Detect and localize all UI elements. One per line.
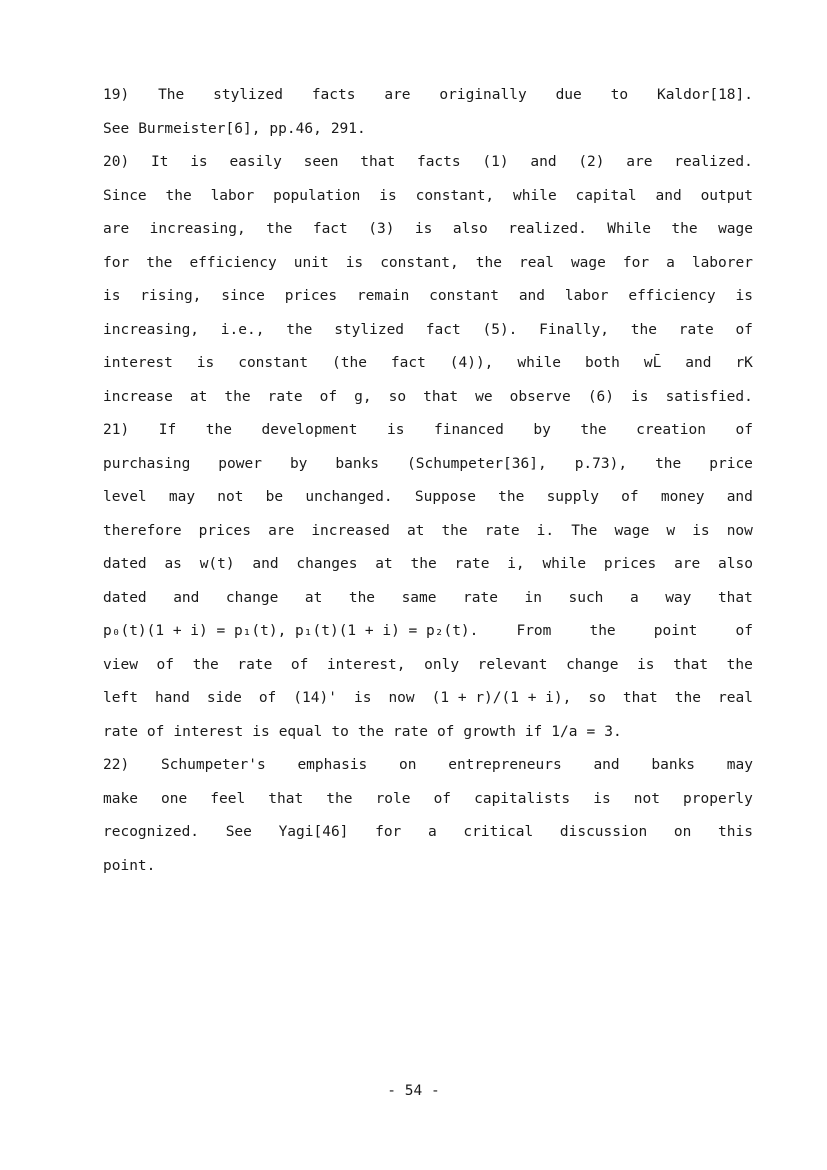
text-line [103, 522, 753, 540]
word: 19) [103, 87, 130, 103]
word: fact [390, 355, 426, 371]
word: rate [393, 723, 428, 740]
word: the [286, 321, 313, 338]
word: the [441, 522, 468, 539]
word: interest [173, 723, 244, 740]
word: is [637, 656, 655, 673]
text-line [103, 388, 753, 406]
word: supply [546, 489, 599, 505]
word: facts [416, 154, 461, 170]
word: real [519, 254, 554, 271]
word: growth [463, 723, 516, 740]
word: the [348, 589, 376, 606]
word: of [146, 723, 165, 740]
word: (4)), [449, 355, 494, 371]
word: properly [683, 790, 753, 807]
word: left [103, 690, 138, 706]
word: is [735, 288, 753, 304]
word: stylized [213, 87, 283, 103]
word: changes [296, 556, 358, 572]
word: i. [536, 522, 555, 539]
word: increase [103, 388, 173, 405]
word: therefore [103, 522, 182, 539]
word: and [252, 556, 279, 572]
word: a [427, 824, 437, 840]
word: the [410, 556, 437, 572]
word: way [665, 589, 692, 606]
word: Schumpeter's [160, 757, 266, 773]
word: (the [332, 355, 367, 371]
word: the [630, 321, 657, 338]
word: increasing, [149, 221, 246, 237]
word: Kaldor[18]. [656, 87, 753, 103]
word: is [190, 154, 208, 170]
word: power [218, 455, 262, 472]
word: as [164, 556, 182, 572]
word: While [607, 221, 651, 237]
text-line [103, 857, 164, 875]
word: See [225, 824, 252, 840]
word: not [633, 790, 660, 807]
word: on [399, 757, 417, 773]
word: and [726, 489, 753, 505]
word: by [533, 422, 551, 438]
word: laborer [691, 254, 753, 271]
word: this [718, 824, 753, 840]
text-line [103, 153, 753, 171]
word: and [518, 288, 546, 304]
word: price [709, 455, 753, 472]
word: p.73), [574, 455, 628, 472]
word: are [268, 522, 295, 539]
word: It [150, 154, 169, 170]
word: the [498, 489, 525, 505]
word: dated [103, 556, 147, 572]
text-line [103, 354, 753, 372]
word: are [103, 221, 130, 237]
word: the [655, 455, 682, 472]
word: rate [237, 656, 273, 673]
word: change [225, 589, 279, 606]
word: while [542, 556, 587, 572]
word: may [168, 489, 196, 505]
word: of [319, 388, 338, 405]
word: is [196, 355, 215, 371]
word: prices [603, 556, 657, 572]
word: the [224, 388, 251, 405]
word: at [406, 522, 425, 539]
word: interest, [326, 656, 406, 673]
word: rate [454, 556, 490, 572]
word: Finally, [539, 321, 610, 338]
word: to [331, 723, 349, 740]
word: fact [312, 221, 348, 237]
word: is [353, 690, 372, 706]
word: the [326, 790, 353, 807]
word: labor [210, 187, 255, 204]
text-line [103, 790, 753, 808]
word: (1) [482, 154, 509, 170]
word: so [388, 388, 407, 405]
word: a [629, 589, 639, 606]
word: observe [509, 388, 571, 405]
word: same [401, 589, 437, 606]
word: only [424, 656, 460, 673]
word: (1 + r)/(1 + i), [431, 690, 572, 706]
word: the [475, 254, 502, 271]
word: 22) [103, 757, 130, 773]
word: due [555, 87, 582, 103]
word: rising, [140, 288, 202, 304]
word: constant, [380, 254, 459, 271]
word: is [379, 187, 397, 204]
word: also [718, 556, 753, 572]
word: role [375, 790, 411, 807]
word: change [566, 656, 619, 673]
word: is [345, 254, 364, 271]
word: The [158, 87, 185, 103]
word: that [622, 690, 658, 706]
word: constant [429, 288, 499, 304]
word: i, [507, 556, 525, 572]
word: for [103, 254, 130, 271]
word: seen [303, 154, 339, 170]
word: money [660, 489, 705, 505]
word: Yagi[46] [278, 824, 349, 840]
word: efficiency [628, 288, 716, 304]
word: not [217, 489, 244, 505]
text-line [103, 723, 631, 741]
word: the [192, 656, 219, 673]
word: rate [463, 589, 498, 606]
word: easily [229, 154, 282, 170]
word: financed [434, 422, 504, 438]
word: capital [575, 187, 637, 204]
word: is [692, 522, 710, 539]
word: of [433, 790, 452, 807]
text-line [103, 488, 753, 506]
word: equal [278, 723, 323, 740]
word: efficiency [189, 254, 277, 271]
word: i.e., [220, 321, 265, 338]
word: w [666, 522, 676, 539]
word: the [146, 254, 173, 271]
word: are [626, 154, 653, 170]
word: now [726, 522, 753, 539]
word: at [189, 388, 208, 405]
word: the [674, 690, 701, 706]
word: constant, [415, 187, 495, 204]
word: also [452, 221, 488, 237]
word: (14)' [293, 690, 337, 706]
word: Burmeister[6], [138, 120, 261, 137]
word: are [384, 87, 411, 103]
word: increasing, [103, 321, 200, 338]
word: if [524, 723, 543, 740]
word: while [513, 187, 557, 204]
word: side [206, 690, 242, 706]
text-line [103, 756, 753, 774]
word: discussion [559, 824, 648, 840]
word: 3. [604, 723, 622, 740]
word: 291. [330, 120, 366, 137]
word: labor [564, 288, 609, 304]
text-line [103, 220, 753, 238]
word: of [258, 690, 277, 706]
word: 21) [103, 422, 130, 438]
word: for [375, 824, 402, 840]
word: From [516, 623, 552, 639]
word: (3) [368, 221, 395, 237]
word: are [674, 556, 701, 572]
word: that [673, 656, 709, 673]
word: the [266, 221, 293, 237]
word: on [673, 824, 692, 840]
word: one [161, 790, 188, 807]
word: and [655, 187, 682, 204]
word: (6) [587, 388, 615, 405]
word: 1/a [551, 723, 578, 740]
page-number: - 54 - [387, 1083, 440, 1099]
text-line [103, 656, 753, 674]
word: dated [103, 589, 147, 606]
word: and [530, 154, 557, 170]
word: of [735, 623, 753, 639]
word: emphasis [297, 757, 368, 773]
text-line [103, 622, 753, 640]
word: rK [735, 355, 753, 371]
word: in [524, 589, 542, 606]
word: for [622, 254, 650, 271]
word: creation [636, 422, 706, 438]
word: while [517, 355, 562, 371]
word: the [580, 422, 607, 438]
word: point [653, 623, 698, 639]
word: If [158, 422, 177, 438]
text-line [103, 321, 753, 339]
word: at [304, 589, 323, 606]
word: w(t) [199, 556, 235, 572]
word: facts [311, 87, 356, 103]
word: purchasing [103, 455, 191, 472]
word: prices [198, 522, 252, 539]
word: real [718, 690, 753, 706]
word: a [666, 254, 675, 271]
word: the [589, 623, 616, 639]
word: critical [463, 824, 534, 840]
word: recognized. [103, 824, 200, 840]
word: wage [570, 254, 606, 271]
word: the [205, 422, 232, 438]
word: that [717, 589, 753, 606]
word: hand [154, 690, 190, 706]
word: increased [311, 522, 390, 539]
word: of [290, 656, 309, 673]
text-line [103, 589, 753, 607]
text-line [103, 421, 753, 439]
word: point. [103, 857, 156, 874]
word: remain [356, 288, 410, 304]
word: feel [210, 790, 246, 807]
word: and [685, 355, 712, 371]
word: realized. [508, 221, 587, 237]
word: rate [267, 388, 303, 405]
word: that [360, 154, 396, 170]
word: the [357, 723, 385, 740]
word: stylized [334, 321, 405, 338]
text-line [103, 86, 753, 104]
word: realized. [674, 154, 753, 170]
text-line [103, 823, 753, 841]
word: unit [293, 254, 329, 271]
word: is [593, 790, 611, 807]
word: by [289, 455, 308, 472]
word: rate [103, 723, 138, 740]
word: g, [354, 388, 372, 405]
word: rate [484, 522, 520, 539]
text-line [103, 187, 753, 205]
word: capitalists [474, 790, 571, 807]
word: to [610, 87, 629, 103]
word: relevant [477, 656, 548, 673]
word: is [387, 422, 405, 438]
word: is [414, 221, 433, 237]
text-line [103, 455, 753, 473]
word: level [103, 489, 147, 505]
word: The [571, 522, 598, 539]
word: constant [238, 355, 309, 371]
word: of [436, 723, 455, 740]
word: entrepreneurs [448, 757, 562, 773]
word: the [671, 221, 698, 237]
word: and [173, 589, 200, 606]
word: output [700, 187, 753, 204]
word: wL̄ [643, 355, 662, 371]
word: Since [103, 187, 147, 204]
word: Suppose [414, 489, 476, 505]
word: of [735, 321, 753, 338]
word: (5). [482, 321, 518, 338]
word: the [726, 656, 753, 673]
word: is [631, 388, 649, 405]
word: p₀(t)(1 + i) = p₁(t), p₁(t)(1 + i) = p₂(t). [103, 623, 479, 639]
word: make [103, 790, 138, 807]
word: such [568, 589, 604, 606]
word: since [221, 288, 265, 304]
word: fact [425, 321, 461, 338]
word: 20) [103, 154, 130, 170]
word: be [265, 489, 284, 505]
word: that [423, 388, 459, 405]
word: wage [614, 522, 650, 539]
word: of [156, 656, 174, 673]
word: view [103, 656, 138, 673]
word: population [273, 187, 361, 204]
text-line [103, 689, 753, 707]
word: we [475, 388, 493, 405]
word: = [586, 723, 596, 740]
word: that [268, 790, 304, 807]
word: See [103, 120, 130, 137]
word: and [593, 757, 620, 773]
word: (Schumpeter[36], [407, 455, 547, 472]
word: of [735, 422, 753, 438]
text-line [103, 254, 753, 272]
word: wage [718, 221, 753, 237]
word: unchanged. [305, 489, 393, 505]
word: development [261, 422, 358, 438]
text-line [103, 287, 753, 305]
word: now [388, 690, 415, 706]
word: prices [284, 288, 338, 304]
word: banks [335, 455, 380, 472]
word: is [252, 723, 270, 740]
text-line [103, 555, 753, 573]
word: may [726, 757, 753, 773]
word: both [584, 355, 620, 371]
word: of [621, 489, 639, 505]
word: pp.46, [269, 120, 322, 137]
word: is [103, 288, 121, 304]
word: (2) [578, 154, 605, 170]
word: so [588, 690, 606, 706]
text-line [103, 120, 375, 138]
word: the [165, 187, 192, 204]
word: at [375, 556, 393, 572]
word: interest [103, 355, 173, 371]
word: banks [651, 757, 696, 773]
word: satisfied. [665, 388, 753, 405]
word: rate [678, 321, 714, 338]
word: originally [439, 87, 527, 103]
